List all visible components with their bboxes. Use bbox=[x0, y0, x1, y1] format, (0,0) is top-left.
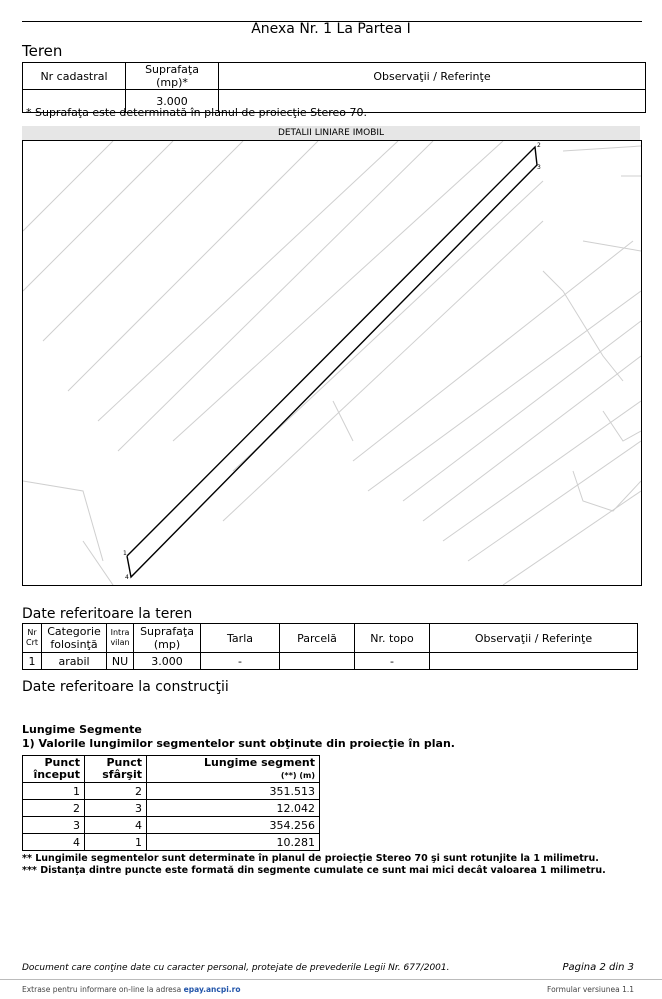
parcel-outline bbox=[127, 147, 537, 577]
table-row bbox=[23, 817, 320, 834]
point-label-3: 3 bbox=[537, 164, 541, 171]
cell-nr: 1 bbox=[23, 653, 42, 670]
teren-note: * Suprafaţa este determinată în planul de proiecţie Stereo 70. bbox=[26, 106, 368, 119]
section-heading-constructii: Date referitoare la construcţii bbox=[22, 679, 229, 695]
point-label-4: 4 bbox=[125, 574, 129, 581]
col-nr-crt: Nr Crt bbox=[23, 624, 42, 653]
col-suprafata: Suprafaţa (mp) bbox=[134, 624, 201, 653]
segments-subheading: 1) Valorile lungimilor segmentelor sunt obţinute din proiecţie în plan. bbox=[22, 737, 455, 750]
cell-suprafata: 3.000 bbox=[126, 90, 219, 113]
cell-length: 10.281 bbox=[147, 834, 320, 851]
col-nr-topo: Nr. topo bbox=[355, 624, 430, 653]
table-row bbox=[23, 653, 638, 670]
segments-note-double: ** Lungimile segmentelor sunt determinate în planul de proiecţie Stereo 70 şi sunt rotunjite la 1 milimetru. bbox=[22, 853, 599, 864]
parcel-map bbox=[22, 140, 642, 586]
col-tarla: Tarla bbox=[201, 624, 280, 653]
date-teren-table bbox=[22, 623, 638, 670]
extract-info bbox=[22, 985, 240, 994]
cell-start: 3 bbox=[23, 817, 85, 834]
map-drawing bbox=[23, 141, 641, 585]
col-punct-inceput: Punct început bbox=[23, 756, 85, 783]
col-punct-sfarsit: Punct sfârşit bbox=[85, 756, 147, 783]
extract-text: Extrase pentru informare on-line la adresa bbox=[22, 985, 182, 994]
col-suprafata: Suprafaţa (mp)* bbox=[126, 63, 219, 90]
cell-length: 354.256 bbox=[147, 817, 320, 834]
cell-start: 1 bbox=[23, 783, 85, 800]
cell-end: 1 bbox=[85, 834, 147, 851]
col-observatii: Observaţii / Referinţe bbox=[219, 63, 646, 90]
segments-heading: Lungime Segmente bbox=[22, 723, 142, 736]
cell-end: 3 bbox=[85, 800, 147, 817]
neighbor-parcels bbox=[23, 141, 641, 585]
cell-end: 4 bbox=[85, 817, 147, 834]
cell-categorie: arabil bbox=[42, 653, 107, 670]
col-observatii: Observaţii / Referinţe bbox=[430, 624, 638, 653]
section-heading-date-teren: Date referitoare la teren bbox=[22, 606, 193, 622]
cell-nr-topo: - bbox=[355, 653, 430, 670]
cell-start: 2 bbox=[23, 800, 85, 817]
cell-parcela bbox=[280, 653, 355, 670]
col-parcela: Parcelă bbox=[280, 624, 355, 653]
cell-intravilan: NU bbox=[107, 653, 134, 670]
page-number: Pagina 2 din 3 bbox=[562, 962, 634, 973]
segments-table bbox=[22, 755, 320, 851]
table-row bbox=[23, 800, 320, 817]
section-heading-teren: Teren bbox=[22, 42, 63, 60]
col-nr-cadastral: Nr cadastral bbox=[23, 63, 126, 90]
cell-length: 12.042 bbox=[147, 800, 320, 817]
col-categorie: Categorie folosinţă bbox=[42, 624, 107, 653]
segments-note-triple: *** Distanţa dintre puncte este formată din segmente cumulate ce sunt mai mici decât valoarea 1 milimetru. bbox=[22, 865, 606, 876]
cell-length: 351.513 bbox=[147, 783, 320, 800]
cell-start: 4 bbox=[23, 834, 85, 851]
epay-link[interactable]: epay.ancpi.ro bbox=[183, 985, 241, 994]
col-intravilan: Intra vilan bbox=[107, 624, 134, 653]
form-version: Formular versiunea 1.1 bbox=[547, 985, 634, 994]
cell-suprafata: 3.000 bbox=[134, 653, 201, 670]
col-lungime: Lungime segment (**) (m) bbox=[147, 756, 320, 783]
table-row bbox=[23, 783, 320, 800]
cell-tarla: - bbox=[201, 653, 280, 670]
cell-observatii bbox=[430, 653, 638, 670]
cell-end: 2 bbox=[85, 783, 147, 800]
point-label-2: 2 bbox=[537, 142, 541, 149]
point-label-1: 1 bbox=[123, 550, 127, 557]
footer-rule bbox=[0, 979, 662, 980]
map-title: DETALII LINIARE IMOBIL bbox=[22, 126, 640, 140]
table-row bbox=[23, 834, 320, 851]
privacy-notice: Document care conţine date cu caracter personal, protejate de prevederile Legii Nr. 677/2001. bbox=[22, 963, 450, 973]
document-title: Anexa Nr. 1 La Partea I bbox=[251, 21, 411, 37]
